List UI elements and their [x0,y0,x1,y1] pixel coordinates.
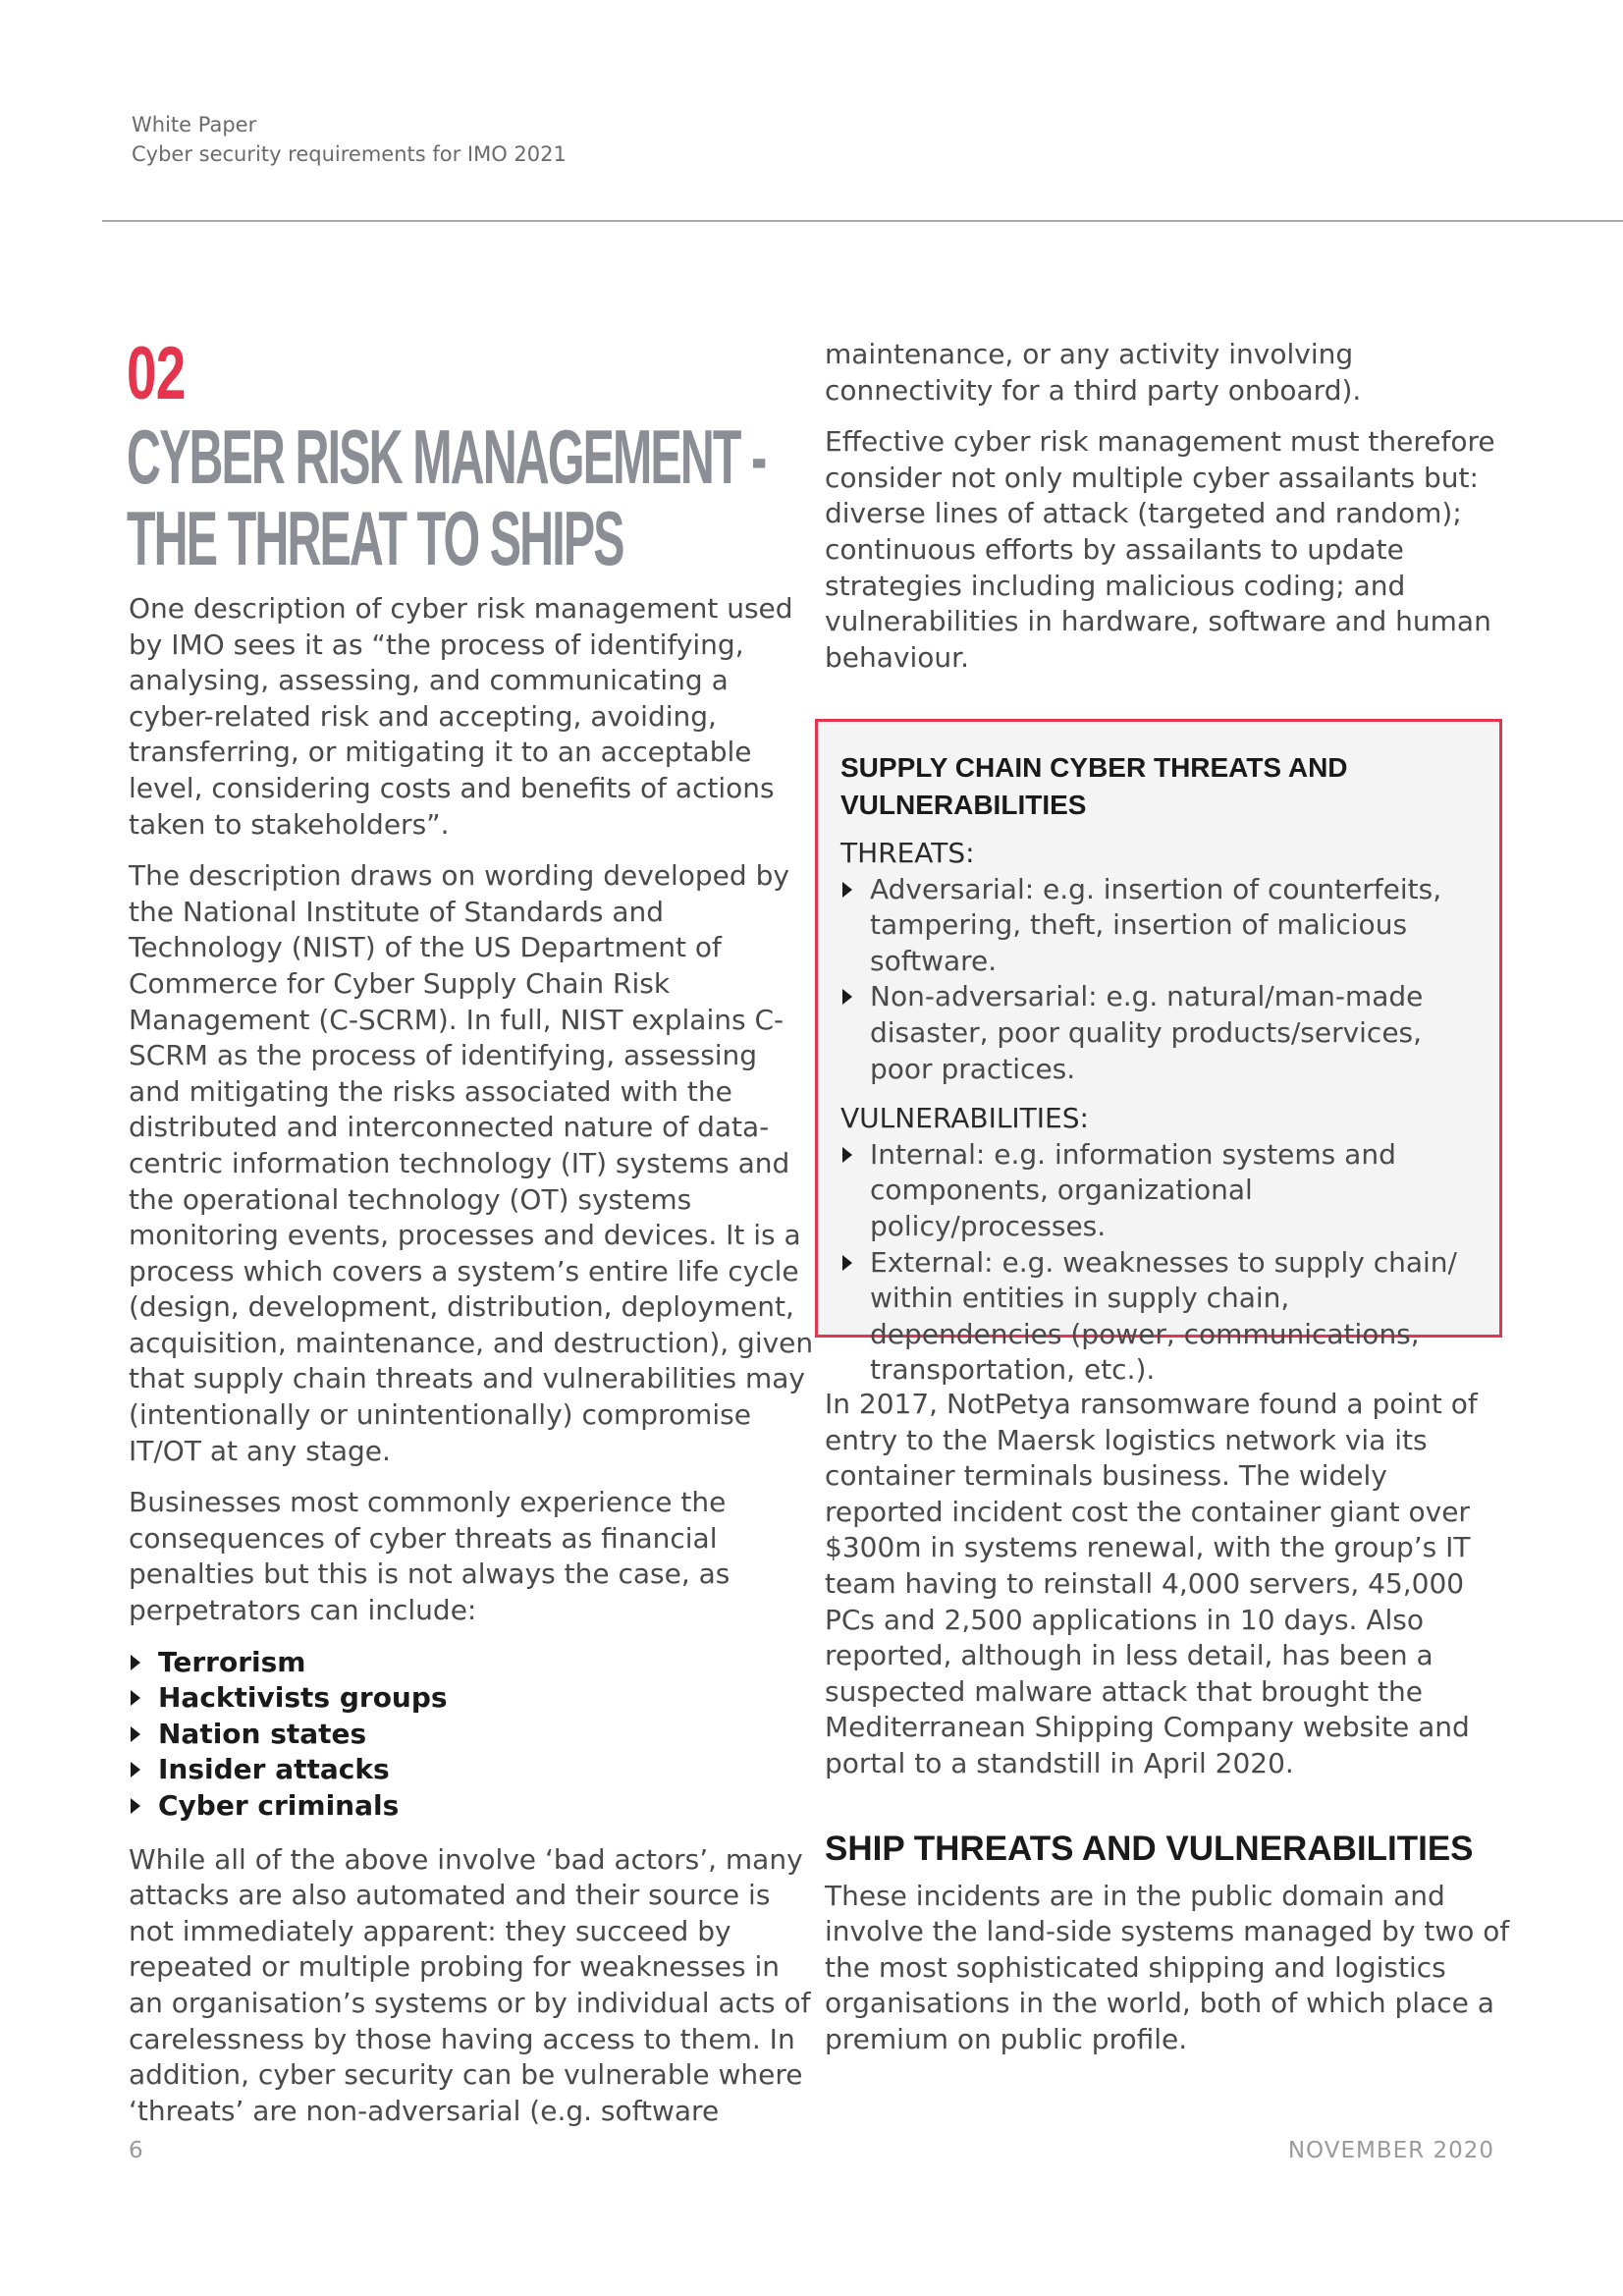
list-item [129,1788,816,1825]
list-item [840,979,1480,1087]
vulnerabilities-list [840,1137,1480,1389]
list-item-text: External: e.g. weaknesses to supply chain/ within entities in supply chain, dependencies (power, communications, transportation, etc.). [870,1245,1457,1387]
section-title [127,413,766,581]
perpetrators-list [129,1645,816,1825]
bullet-triangle-icon [131,1655,140,1670]
left-column [129,334,816,2145]
paragraph: The description draws on wording developed by the National Institute of Standards and Technology (NIST) of the US Department of Commerce for Cyber Supply Chain Risk Management (C-SCRM). In full, NIST explains C-SCRM as the process of identifying, assessing and mitigating the risks associated with the distributed and interconnected nature of data-centric information technology (IT) systems and the operational technology (OT) systems monitoring events, processes and devices. It is a process which covers a system’s entire life cycle (design, development, distribution, deployment, acquisition, maintenance, and destruction), given that supply chain threats and vulnerabilities may (intentionally or unintentionally) compromise IT/OT at any stage. [129,859,814,1467]
callout-title-line-1: SUPPLY CHAIN CYBER THREATS AND [840,752,1348,783]
section-title-line-1: CYBER RISK MANAGEMENT - [127,413,766,500]
callout-title [840,749,1480,824]
list-item [129,1645,816,1681]
supply-chain-callout-box [815,719,1502,1387]
section-number: 02 [127,332,186,415]
list-item [129,1717,816,1753]
paragraph: In 2017, NotPetya ransomware found a point of entry to the Maersk logistics network via its container terminals business. The widely reported incident cost the container giant over $300m in systems renewal, with the group’s IT team having to reinstall 4,000 servers, 45,000 PCs and 2,500 applications in 10 days. Also reported, although in less detail, has been a suspected malware attack that brought the Mediterranean Shipping Company website and portal to a standstill in April 2020. [825,1388,1478,1779]
threats-list [840,872,1480,1088]
header-doc-type: White Paper [132,113,257,137]
document-header [132,110,567,169]
right-column-bottom [825,1387,1512,2074]
right-column-top [825,337,1512,691]
bullet-triangle-icon [842,1255,852,1271]
list-item-text: Nation states [158,1717,367,1750]
list-item-text: Terrorism [158,1645,306,1678]
bullet-triangle-icon [842,1147,852,1163]
callout-title-line-2: VULNERABILITIES [840,790,1087,820]
paragraph: Effective cyber risk management must therefore consider not only multiple cyber assailants but: diverse lines of attack (targeted and random); continuous efforts by assailants to update strategies including malicious coding; and vulnerabilities in hardware, software and human behaviour. [825,425,1495,674]
list-item-text: Non-adversarial: e.g. natural/man-made disaster, poor quality products/services, poor practices. [870,980,1424,1085]
section-title-line-2: THE THREAT TO SHIPS [127,495,623,581]
subsection-heading: SHIP THREATS AND VULNERABILITIES [825,1829,1474,1868]
page-number: 6 [129,2138,143,2163]
bullet-triangle-icon [131,1690,140,1706]
list-item-text: Adversarial: e.g. insertion of counterfeits, tampering, theft, insertion of malicious software. [870,872,1442,977]
list-item-text: Internal: e.g. information systems and components, organizational policy/processes. [870,1137,1396,1242]
bullet-triangle-icon [131,1726,140,1742]
list-item-text: Insider attacks [158,1753,390,1786]
bullet-triangle-icon [842,989,852,1005]
paragraph: These incidents are in the public domain and involve the land-side systems managed by two of the most sophisticated shipping and logistics organisations in the world, both of which place a premium on public profile. [825,1879,1510,2055]
bullet-triangle-icon [131,1762,140,1777]
list-item [840,1137,1480,1245]
bullet-triangle-icon [131,1798,140,1814]
paragraph: One description of cyber risk management used by IMO sees it as “the process of identifying, analysing, assessing, and communicating a cyber-related risk and accepting, avoiding, transferring, or mitigating it to an acceptable level, considering costs and benefits of actions taken to stakeholders”. [129,592,793,841]
list-item [840,1245,1480,1389]
list-item [840,872,1480,980]
list-item [129,1752,816,1788]
vulnerabilities-label: VULNERABILITIES: [840,1102,1089,1135]
list-item [129,1680,816,1717]
paragraph: Businesses most commonly experience the consequences of cyber threats as financial penalties but this is not always the case, as perpetrators can include: [129,1486,730,1627]
paragraph: While all of the above involve ‘bad actors’, many attacks are also automated and their source is not immediately apparent: they succeed by repeated or multiple probing for weaknesses in an organisation’s systems or by individual acts of carelessness by those having access to them. In addition, cyber security can be vulnerable where ‘threats’ are non-adversarial (e.g. software [129,1842,811,2127]
bullet-triangle-icon [842,882,852,898]
list-item-text: Cyber criminals [158,1789,400,1822]
footer-date: NOVEMBER 2020 [1287,2138,1494,2163]
header-doc-title: Cyber security requirements for IMO 2021 [132,142,567,166]
paragraph: maintenance, or any activity involving connectivity for a third party onboard). [825,338,1362,407]
header-divider [102,220,1623,222]
threats-label: THREATS: [840,837,975,869]
list-item-text: Hacktivists groups [158,1681,448,1715]
